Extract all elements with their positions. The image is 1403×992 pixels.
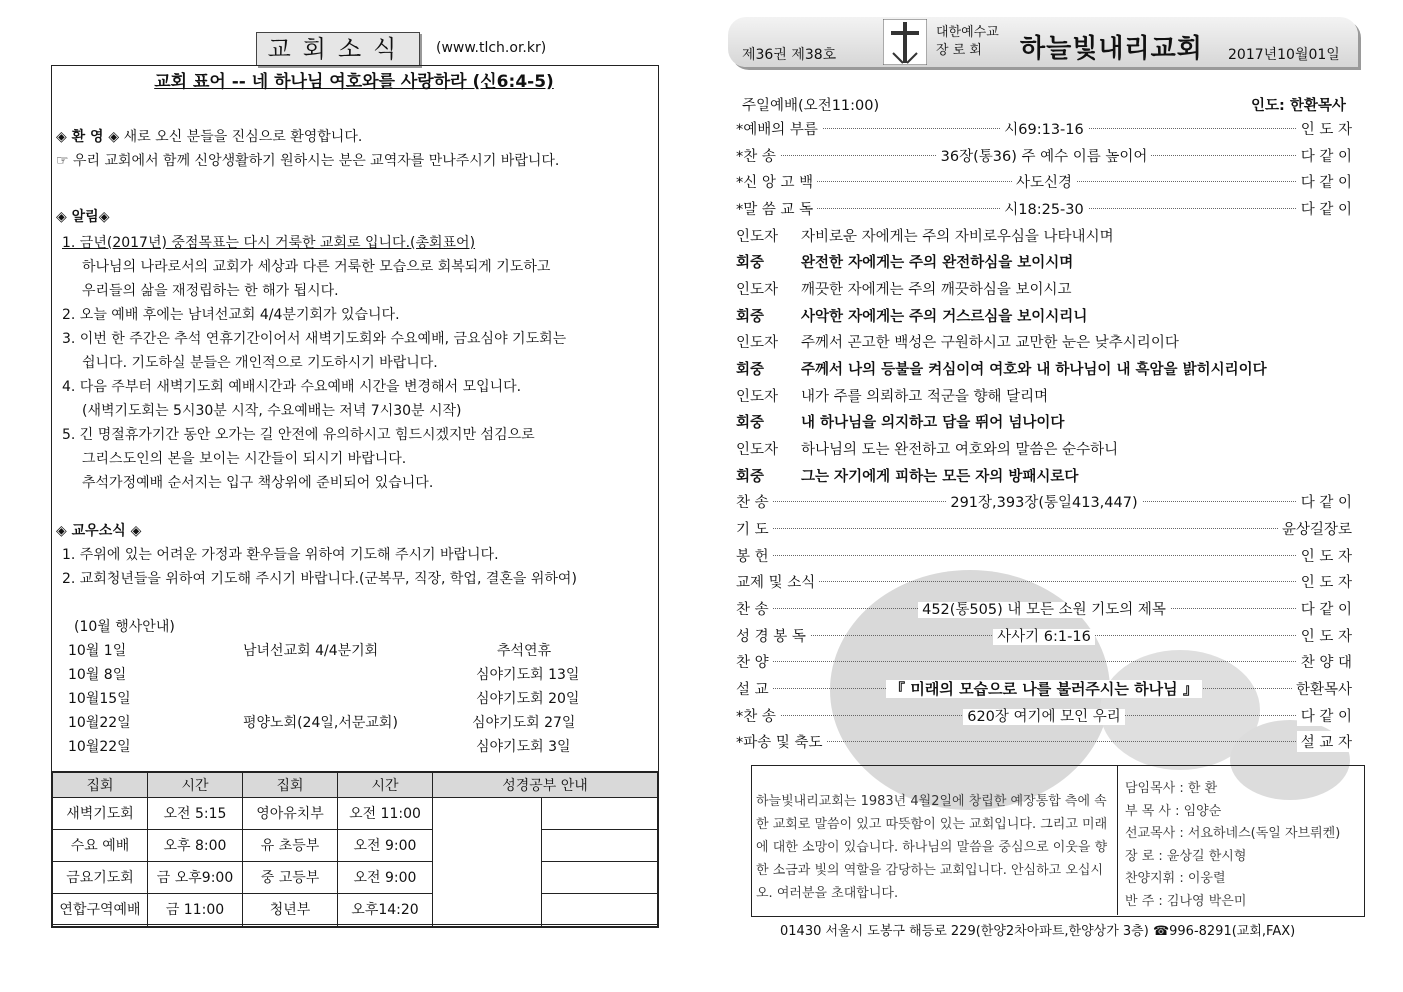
order-leader: 한환목사 [1292, 678, 1352, 699]
table-cell: 오전 5:15 [148, 798, 243, 830]
schedule-table [51, 771, 659, 928]
table-cell: 오후 8:00 [148, 829, 243, 861]
header-cell: 집회 [53, 773, 148, 798]
order-detail: 사도신경 [1012, 175, 1076, 191]
notice-line: (새벽기도회는 5시30분 시작, 수요예배는 저녁 7시30분 시작) [82, 403, 462, 419]
notice-line: 4. 다음 주부터 새벽기도회 예배시간과 수요예배 시간을 변경해서 모입니다. [62, 379, 522, 395]
church-motto: 교회 표어 -- 네 하나님 여호와를 사랑하라 (신6:4-5) [154, 72, 554, 92]
order-item [736, 118, 1352, 138]
table-cell: 오후14:20 [338, 893, 433, 925]
event-note: 추석연휴 [497, 643, 552, 659]
order-detail: 620장 여기에 모인 우리 [963, 709, 1125, 725]
order-leader: 윤상길장로 [1278, 518, 1352, 539]
order-item [736, 518, 1352, 538]
order-leader: 다 같 이 [1297, 171, 1352, 192]
table-cell: 금 오후9:00 [148, 861, 243, 893]
order-item [736, 705, 1352, 725]
order-label: *파송 및 축도 [736, 731, 827, 752]
event-date: 10월 1일 [68, 643, 127, 659]
welcome-text: 새로 오신 분들을 진심으로 환영합니다. [119, 129, 363, 145]
order-label: *찬 송 [736, 145, 780, 166]
order-item [736, 171, 1352, 191]
table-cell [148, 925, 243, 927]
order-label: 찬 송 [736, 598, 773, 619]
order-detail: 시69:13-16 [1000, 122, 1087, 138]
table-cell: 수요 예배 [53, 829, 148, 861]
table-cell [433, 798, 542, 925]
order-detail: 시18:25-30 [1000, 202, 1087, 218]
reading-who: 인도자 [736, 229, 779, 245]
header-cell: 성경공부 안내 [433, 773, 658, 798]
event-note: 심야기도회 27일 [472, 715, 576, 731]
church-address: 01430 서울시 도봉구 해등로 229(한양2차아파트,한양상가 3층) ☎996-8291(교회,FAX) [780, 924, 1296, 939]
order-detail: 291장,393장(통일413,447) [946, 495, 1141, 511]
reading-text: 주께서 곤고한 백성은 구원하시고 교만한 눈은 낮추시리이다 [801, 335, 1179, 351]
table-cell [53, 925, 148, 927]
reading-text: 하나님의 도는 완전하고 여호와의 말씀은 순수하니 [801, 442, 1119, 458]
order-item [736, 545, 1352, 565]
staff-list [1125, 778, 1340, 913]
reading-who: 회중 [736, 362, 765, 378]
order-label: *예배의 부름 [736, 118, 822, 139]
order-label: 봉 헌 [736, 545, 773, 566]
reading-who: 인도자 [736, 389, 779, 405]
notice-line: 추석가정예배 순서지는 입구 책상위에 준비되어 있습니다. [82, 475, 434, 491]
order-leader: 설 교 자 [1297, 731, 1352, 752]
event-date: 10월 8일 [68, 667, 127, 683]
order-leader: 다 같 이 [1297, 598, 1352, 619]
table-row [53, 861, 658, 893]
order-leader: 다 같 이 [1297, 198, 1352, 219]
reading-who: 인도자 [736, 282, 779, 298]
order-label: 기 도 [736, 518, 773, 539]
order-item [736, 598, 1352, 618]
reading-who: 회중 [736, 469, 765, 485]
order-label: 찬 송 [736, 491, 773, 512]
reading-text: 그는 자기에게 피하는 모든 자의 방패시로다 [801, 469, 1079, 485]
staff-item: 부 목 사 : 임양순 [1125, 803, 1222, 819]
table-row [53, 798, 658, 830]
order-label: *신 앙 고 백 [736, 171, 817, 192]
table-cell: 새벽기도회 [53, 798, 148, 830]
order-detail: 452(통505) 내 모든 소원 기도의 제목 [918, 602, 1170, 618]
church-logo-icon [883, 19, 927, 65]
reading-who: 회중 [736, 415, 765, 431]
order-leader: 다 같 이 [1297, 145, 1352, 166]
notice-line: 우리들의 삶을 재정립하는 한 해가 됩시다. [82, 283, 339, 299]
bulletin-date: 2017년10월01일 [1228, 47, 1340, 63]
event-name: 남녀선교회 4/4분기회 [243, 643, 379, 659]
table-cell: 유 초등부 [243, 829, 338, 861]
staff-item: 담임목사 : 한 환 [1125, 781, 1218, 796]
staff-item: 찬양지휘 : 이웅렬 [1125, 871, 1226, 886]
table-cell: 오전 9:00 [338, 861, 433, 893]
denomination-line-1: 대한예수교 [936, 25, 999, 40]
event-date: 10월22일 [68, 715, 131, 731]
event-date: 10월22일 [68, 739, 131, 755]
table-cell [542, 925, 658, 927]
order-item [736, 651, 1352, 671]
order-leader: 다 같 이 [1297, 705, 1352, 726]
order-label: 성 경 봉 독 [736, 625, 810, 646]
table-cell [542, 861, 658, 893]
table-cell: 오전 11:00 [338, 798, 433, 830]
reading-who: 회중 [736, 309, 765, 325]
order-item [736, 678, 1352, 698]
reading-who: 인도자 [736, 442, 779, 458]
table-cell [542, 893, 658, 925]
welcome-text-2: ☞ 우리 교회에서 함께 신앙생활하기 원하시는 분은 교역자를 만나주시기 바랍니다. [56, 153, 560, 169]
order-item [736, 491, 1352, 511]
page-title: 교회소식 [256, 32, 420, 66]
reading-text: 내 하나님을 의지하고 담을 뛰어 넘나이다 [801, 415, 1065, 431]
table-cell: 중 고등부 [243, 861, 338, 893]
order-item [736, 145, 1352, 165]
reading-text: 주께서 나의 등불을 켜심이여 여호와 내 하나님이 내 흑암을 밝히시리이다 [801, 362, 1267, 378]
table-cell: 청년부 [243, 893, 338, 925]
header-cell: 시간 [148, 773, 243, 798]
reading-text: 내가 주를 의뢰하고 적군을 향해 달리며 [801, 389, 1049, 405]
order-label: 찬 양 [736, 651, 773, 672]
sermon-title: 『 미래의 모습으로 나를 불러주시는 하나님 』 [886, 680, 1202, 698]
notice-line: 2. 오늘 예배 후에는 남녀선교회 4/4분기회가 있습니다. [62, 307, 400, 323]
event-note: 심야기도회 20일 [476, 691, 580, 707]
service-leader: 인도: 한환목사 [1251, 98, 1346, 114]
order-item [736, 731, 1352, 751]
reading-text: 사악한 자에게는 주의 거스르심을 보이시리니 [801, 309, 1088, 325]
welcome-line [56, 126, 362, 146]
table-row [53, 893, 658, 925]
order-item [736, 625, 1352, 645]
order-detail: 사사기 6:1-16 [993, 629, 1095, 645]
notice-line: 쉽니다. 기도하실 분들은 개인적으로 기도하시기 바랍니다. [82, 355, 438, 371]
notices-heading: ◈ 알림◈ [56, 209, 110, 225]
table-cell: 연합구역예배 [53, 893, 148, 925]
reading-text: 자비로운 자에게는 주의 자비로우심을 나타내시며 [801, 229, 1114, 245]
event-note: 심야기도회 3일 [476, 739, 571, 755]
reading-text: 완전한 자에게는 주의 완전하심을 보이시며 [801, 255, 1074, 271]
staff-item: 반 주 : 김나영 박은미 [1125, 893, 1247, 909]
church-intro: 하늘빛내리교회는 1983년 4월2일에 창립한 예장통합 측에 속한 교회로 말씀이 있고 따뜻함이 있는 교회입니다. 그리고 미래에 대한 소망이 있습니다. 하나님의 말씀을 중심으로 이웃을 향한 소금과 빛의 역할을 감당하는 교회입니다. 안심하고 오십시오. 여러분을 초대합니다. [756, 794, 1108, 901]
event-name: 평양노회(24일,서문교회) [243, 715, 398, 731]
staff-item: 장 로 : 윤상길 한시형 [1125, 848, 1247, 864]
staff-news-line: 1. 주위에 있는 어려운 가정과 환우들을 위하여 기도해 주시기 바랍니다. [62, 547, 499, 563]
divider [1117, 765, 1118, 915]
order-label: *말 씀 교 독 [736, 198, 817, 219]
denomination-line-2: 장 로 회 [936, 43, 982, 58]
welcome-heading: ◈ 환 영 ◈ [56, 129, 120, 145]
volume-number: 제36권 제38호 [742, 47, 837, 63]
notice-line: 하나님의 나라로서의 교회가 세상과 다른 거룩한 모습으로 회복되게 기도하고 [82, 259, 551, 275]
table-row [53, 925, 658, 927]
order-item [736, 571, 1352, 591]
notice-line: 5. 긴 명절휴가기간 동안 오가는 길 안전에 유의하시고 힘드시겠지만 섬김으로 [62, 427, 535, 443]
staff-item: 선교목사 : 서요하네스(독일 자브뤼켄) [1125, 826, 1341, 841]
header-cell: 시간 [338, 773, 433, 798]
staff-news-heading: ◈ 교우소식 ◈ [56, 523, 142, 539]
notice-line: 3. 이번 한 주간은 추석 연휴기간이어서 새벽기도회와 수요예배, 금요심야 기도회는 [62, 331, 567, 347]
order-label: *찬 송 [736, 705, 780, 726]
order-leader: 인 도 자 [1297, 571, 1352, 592]
order-leader: 인 도 자 [1297, 118, 1352, 139]
order-leader: 찬 양 대 [1297, 651, 1352, 672]
order-leader: 인 도 자 [1297, 625, 1352, 646]
staff-news-line: 2. 교회청년들을 위하여 기도해 주시기 바랍니다.(군복무, 직장, 학업, 결혼을 위하여) [62, 571, 577, 587]
order-detail: 36장(통36) 주 예수 이름 높이어 [937, 149, 1152, 165]
event-date: 10월15일 [68, 691, 131, 707]
table-cell [433, 925, 542, 927]
header-cell: 집회 [243, 773, 338, 798]
table-row [53, 829, 658, 861]
table-cell [542, 829, 658, 861]
service-title: 주일예배(오전11:00) [742, 98, 880, 114]
order-leader: 인 도 자 [1297, 545, 1352, 566]
table-cell [338, 925, 433, 927]
event-note: 심야기도회 13일 [476, 667, 580, 683]
table-cell: 영아유치부 [243, 798, 338, 830]
order-label: 설 교 [736, 678, 773, 699]
website-url[interactable]: (www.tlch.or.kr) [436, 40, 547, 56]
reading-text: 깨끗한 자에게는 주의 깨끗하심을 보이시고 [801, 282, 1072, 298]
reading-who: 인도자 [736, 335, 779, 351]
denomination [936, 24, 999, 60]
order-label: 교제 및 소식 [736, 571, 819, 592]
reading-who: 회중 [736, 255, 765, 271]
table-cell: 오전 9:00 [338, 829, 433, 861]
events-heading: (10월 행사안내) [74, 619, 175, 635]
table-cell: 금요기도회 [53, 861, 148, 893]
notice-line: 그리스도인의 본을 보이는 시간들이 되시기 바랍니다. [82, 451, 407, 467]
table-cell: 금 11:00 [148, 893, 243, 925]
notice-line: 1. 금년(2017년) 중점목표는 다시 거룩한 교회로 입니다.(총회표어) [62, 235, 476, 251]
church-name: 하늘빛내리교회 [1020, 34, 1203, 64]
table-cell [542, 798, 658, 830]
order-item [736, 198, 1352, 218]
order-leader: 다 같 이 [1297, 491, 1352, 512]
table-cell [243, 925, 338, 927]
